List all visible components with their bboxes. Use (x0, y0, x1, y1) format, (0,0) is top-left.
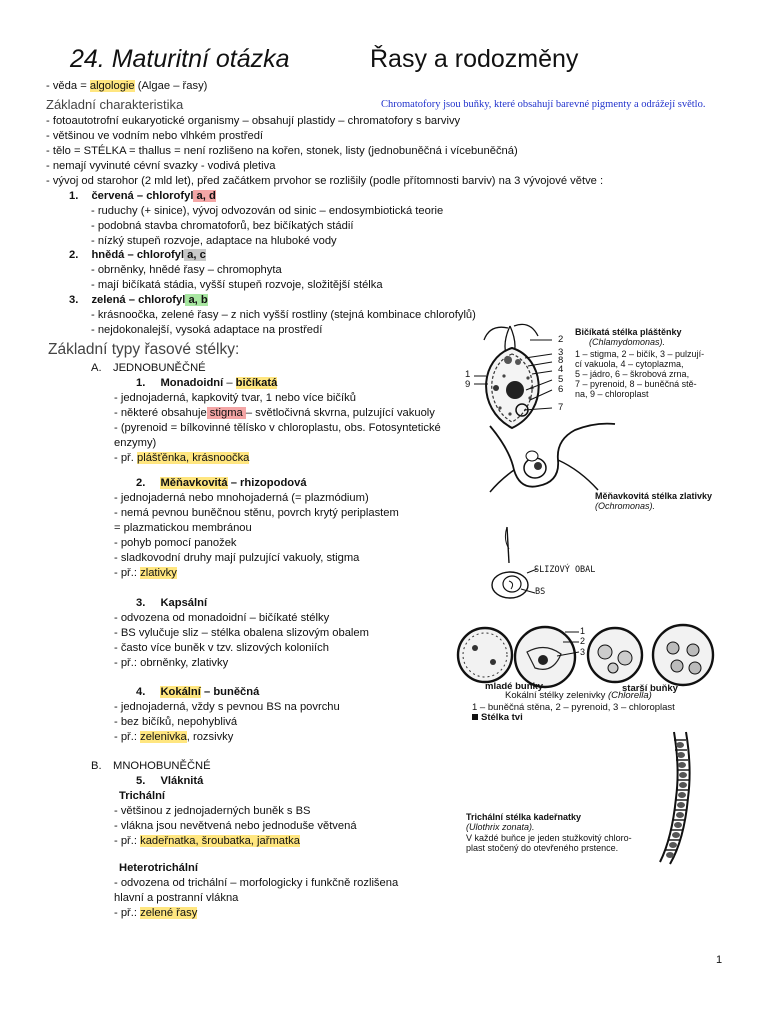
branch-green (69, 293, 208, 308)
type-line: - jednojaderná nebo mnohojaderná (= plazmódium) (114, 492, 369, 504)
type-line: - BS vylučuje sliz – stélka obalena slizovým obalem (114, 627, 369, 639)
fig4-num: 2 (580, 636, 586, 646)
example-line (114, 451, 249, 466)
fig4-num: 3 (580, 647, 586, 657)
type-number: 2. (136, 477, 146, 489)
branch-item: - obrněnky, hnědé řasy – chromophyta (91, 264, 282, 276)
branch-number: 1. (69, 190, 79, 202)
fig1-subtitle: (Chlamydomonas). (589, 337, 666, 347)
fig1-desc: 7 – pyrenoid, 8 – buněčná stě- (575, 379, 697, 389)
type-line: = plazmatickou membránou (114, 522, 252, 534)
subtype-heterotrichal (119, 861, 198, 876)
type-line: - jednojaderná, vždy s pevnou BS na povrchu (114, 701, 340, 713)
branch-brown (69, 248, 206, 263)
fig1-num: 6 (558, 384, 564, 395)
fig4-desc: 1 – buněčná stěna, 2 – pyrenoid, 3 – chloroplast (472, 702, 675, 713)
type-line: - (pyrenoid = bílkovinné tělísko v chloroplastu, obs. Fotosyntetické (114, 422, 441, 434)
fig5-subtitle: (Ulothrix zonata). (466, 822, 535, 832)
fig1-num: 8 (558, 355, 564, 366)
char-line: - vývoj od starohor (2 mld let), před začátkem prvohor se rozlišily (podle přítomnosti barviv) na 3 vývojové větve : (46, 175, 604, 187)
fig4-num: 1 (580, 626, 586, 636)
branch-number: 3. (69, 294, 79, 306)
type-line: enzymy) (114, 437, 157, 449)
stigma-highlight: stigma (206, 407, 246, 419)
type-line: - často více buněk v tzv. slizových koloniích (114, 642, 329, 654)
subtype-trichal (119, 789, 165, 804)
type-line: hlavní a postranní vlákna (114, 892, 239, 904)
fig3-label-slime: SLIZOVÝ OBAL (534, 565, 596, 575)
example-highlight: plášťěnka, krásnoočka (137, 452, 250, 464)
fig4-cut-label: Stélka tvi (481, 712, 523, 723)
example-line (114, 566, 177, 581)
bullet-icon (472, 714, 478, 720)
text: - některé obsahuje (114, 407, 207, 419)
group-a-title: JEDNOBUNĚČNÉ (113, 362, 206, 374)
chromatophore-note: Chromatofory jsou buňky, které obsahují barevné pigmenty a odrážejí světlo. (381, 99, 706, 110)
type-line: - většinou z jednojaderných buněk s BS (114, 805, 311, 817)
type-name: Vláknitá (160, 775, 204, 787)
type-name: Kapsální (160, 597, 208, 609)
fig4-cut-text (472, 713, 523, 723)
branch-item: - krásnoočka, zelené řasy – z nich vyšší rostliny (stejná kombinace chlorofylů) (91, 309, 476, 321)
type-line: - odvozena od monadoidní – bičíkaté stélky (114, 612, 330, 624)
example-highlight: zelenivka (140, 731, 187, 743)
example-highlight: kadeřnatka, šroubatka, jařmatka (140, 835, 300, 847)
branch-name: hnědá – chlorofyl (91, 249, 185, 261)
dash: – (223, 377, 236, 389)
fig1-desc: 5 – jádro, 6 – škrobová zrna, (575, 369, 690, 379)
type-line: - nemá pevnou buněčnou stěnu, povrch krytý periplastem (114, 507, 399, 519)
text: – světločivná skvrna, pulzující vakuoly (245, 407, 435, 419)
type-monadoid (136, 376, 277, 391)
type-line: - odvozena od trichální – morfologicky i funkčně rozlišena (114, 877, 399, 889)
fig1-title: Bičíkatá stélka pláštěnky (575, 327, 682, 337)
example-highlight: zelené řasy (140, 907, 198, 919)
branch-name: zelená – chlorofyl (91, 294, 186, 306)
char-line: - nemají vyvinuté cévní svazky - vodivá pletiva (46, 160, 276, 172)
fig1-desc: na, 9 – chloroplast (575, 389, 649, 399)
fig1-num: 5 (558, 374, 564, 385)
branch-red (69, 189, 216, 204)
chlorophyll-highlight: a, c (184, 249, 206, 261)
topic-title: Řasy a rodozměny (370, 45, 579, 73)
subtype-name: Heterotrichální (119, 862, 198, 874)
fig1-num: 9 (465, 379, 471, 390)
page-title (70, 45, 290, 74)
fig1-desc: cí vakuola, 4 – cytoplazma, (575, 359, 684, 369)
fig4-left-label: mladé buňky (485, 681, 544, 692)
example-line (114, 730, 233, 745)
branch-name: červená – chlorofyl (91, 190, 194, 202)
text: - př.: (114, 907, 141, 919)
branch-number: 2. (69, 249, 79, 261)
chlorophyll-highlight: a, d (193, 190, 216, 202)
veda-line (46, 79, 207, 94)
type-filamentous (136, 774, 203, 789)
algologie-highlight: algologie (89, 80, 135, 92)
section-heading-types: Základní typy řasové stélky: (48, 341, 240, 358)
char-line: - tělo = STÉLKA = thallus = není rozlišeno na kořen, stonek, listy (jednobuněčná i vícebuněčná) (46, 145, 518, 157)
char-line: - většinou ve vodním nebo vlhkém prostředí (46, 130, 264, 142)
fig1-desc: 1 – stigma, 2 – bičík, 3 – pulzují- (575, 349, 705, 359)
text: - př.: (114, 567, 141, 579)
fig4-title (505, 691, 652, 701)
fig4-right-label: starší buňky (622, 683, 678, 694)
fig1-num: 1 (465, 369, 471, 380)
type-capsal (136, 596, 207, 611)
type-name: Monadoidní (160, 377, 224, 389)
fig1-num: 7 (558, 402, 564, 413)
question-number: 24. Maturitní otázka (70, 45, 290, 73)
char-line: - fotoautotrofní eukaryotické organismy – obsahují plastidy – chromatofory s barvivy (46, 115, 461, 127)
type-line: - vlákna jsou nevětvená nebo jednoduše větvená (114, 820, 357, 832)
type-line: - pohyb pomocí panožek (114, 537, 237, 549)
group-b-title: MNOHOBUNĚČNÉ (113, 760, 211, 772)
example-line (114, 834, 300, 849)
fig2-title: Měňavkovitá stélka zlativky (595, 491, 713, 501)
fig1-num: 3 (558, 347, 564, 358)
fig2-subtitle: (Ochromonas). (595, 501, 656, 511)
group-a-label: A. (91, 362, 102, 374)
branch-item: - nízký stupeň rozvoje, adaptace na hluboké vody (91, 235, 337, 247)
fig4-subtitle: (Chlorella) (607, 690, 652, 701)
fig1-num: 4 (558, 364, 564, 375)
type-suffix: – rhizopodová (227, 477, 307, 489)
fig1-num: 2 (558, 334, 564, 345)
type-number: 1. (136, 377, 146, 389)
fig3-label-bs: BS (535, 587, 546, 597)
bicikata-highlight: bičíkatá (235, 377, 278, 389)
type-amoeboid (136, 476, 307, 491)
text: - př.: (114, 835, 141, 847)
type-name-highlight: Měňavkovitá (160, 477, 228, 489)
text: - př.: (114, 731, 141, 743)
chlorophyll-highlight: a, b (185, 294, 208, 306)
type-number: 4. (136, 686, 146, 698)
example-highlight: zlativky (140, 567, 177, 579)
type-number: 3. (136, 597, 146, 609)
veda-prefix: - věda = (46, 80, 90, 92)
fig5-desc: V každé buňce je jeden stužkovitý chloro- (466, 833, 632, 843)
branch-item: - mají bičíkatá stádia, vyšší stupeň rozvoje, složitější stélka (91, 279, 383, 291)
fig4-title-text: Kokální stélky zelenivky (505, 690, 606, 701)
type-line: - jednojaderná, kapkovitý tvar, 1 nebo více bičíků (114, 392, 356, 404)
type-line: - bez bičíků, nepohyblivá (114, 716, 238, 728)
fig5-title: Trichální stélka kadeřnatky (466, 812, 582, 822)
page-number: 1 (716, 954, 723, 966)
branch-item: - ruduchy (+ sinice), vývoj odvozován od sinic – endosymbiotická teorie (91, 205, 444, 217)
type-line: - sladkovodní druhy mají pulzující vakuoly, stigma (114, 552, 360, 564)
veda-suffix: (Algae – řasy) (134, 80, 208, 92)
type-number: 5. (136, 775, 146, 787)
group-b-label: B. (91, 760, 102, 772)
type-coccal (136, 685, 259, 700)
text: - př. (114, 452, 137, 464)
type-name-highlight: Kokální (160, 686, 201, 698)
subtype-name: Trichální (119, 790, 166, 802)
text: , rozsivky (186, 731, 234, 743)
type-suffix: – buněčná (200, 686, 260, 698)
example-line (114, 906, 197, 921)
type-line: - př.: obrněnky, zlativky (114, 657, 229, 669)
branch-item: - podobná stavba chromatoforů, bez bičíkatých stádií (91, 220, 354, 232)
chlorella-figure (455, 622, 717, 690)
branch-item: - nejdokonalejší, vysoká adaptace na prostředí (91, 324, 323, 336)
fig5-desc: plast stočený do otevřeného prstence. (466, 843, 619, 853)
type-line (114, 406, 435, 421)
ulothrix-figure (636, 728, 696, 868)
ochromonas-figure (480, 420, 630, 500)
section-heading-characteristics: Základní charakteristika (46, 97, 184, 112)
